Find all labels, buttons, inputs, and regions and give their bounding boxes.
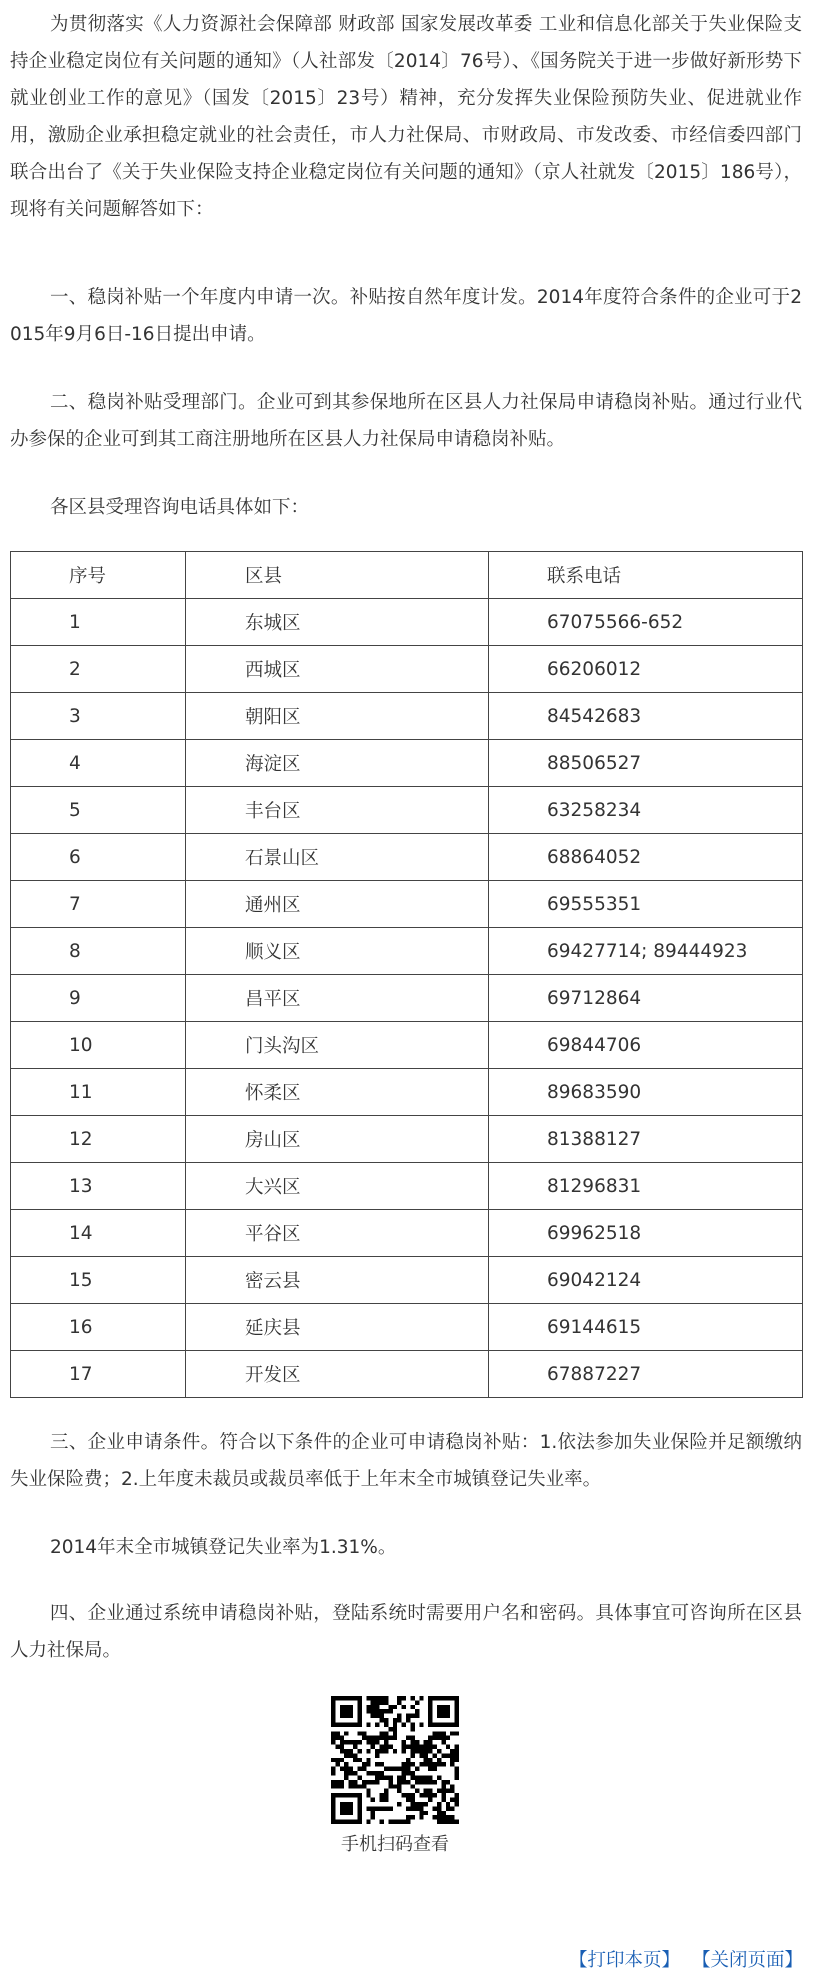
row-phone: 69712864: [489, 975, 803, 1022]
row-district: 东城区: [186, 599, 489, 646]
table-header-row: [11, 552, 803, 599]
table-row: [11, 1069, 803, 1116]
row-phone: 81296831: [489, 1163, 803, 1210]
row-phone: 69144615: [489, 1304, 803, 1351]
row-district: 开发区: [186, 1351, 489, 1398]
section-1-paragraph: 一、稳岗补贴一个年度内申请一次。补贴按自然年度计发。2014年度符合条件的企业可于2015年9月6日-16日提出申请。: [10, 287, 802, 345]
row-phone: 63258234: [489, 787, 803, 834]
row-district: 房山区: [186, 1116, 489, 1163]
row-index: 12: [11, 1116, 186, 1163]
row-district: 通州区: [186, 881, 489, 928]
close-page-link[interactable]: 【关闭页面】: [691, 1950, 803, 1971]
table-row: [11, 928, 803, 975]
row-district: 怀柔区: [186, 1069, 489, 1116]
row-district: 丰台区: [186, 787, 489, 834]
row-index: 8: [11, 928, 186, 975]
row-index: 4: [11, 740, 186, 787]
district-phone-table: [10, 551, 803, 1398]
row-district: 密云县: [186, 1257, 489, 1304]
table-row: [11, 1351, 803, 1398]
row-index: 9: [11, 975, 186, 1022]
qr-caption: 手机扫码查看: [341, 1834, 449, 1855]
row-phone: 69427714; 89444923: [489, 928, 803, 975]
qr-code-icon: [331, 1696, 459, 1824]
row-index: 15: [11, 1257, 186, 1304]
table-row: [11, 646, 803, 693]
row-index: 14: [11, 1210, 186, 1257]
intro-paragraph: 为贯彻落实《人力资源社会保障部 财政部 国家发展改革委 工业和信息化部关于失业保险支持企业稳定岗位有关问题的通知》（人社部发〔2014〕76号）、《国务院关于进一步做好新形势下就业创业工作的意见》（国发〔2015〕23号）精神，充分发挥失业保险预防失业、促进就业作用，激励企业承担稳定就业的社会责任，市人力社保局、市财政局、市发改委、市经信委四部门联合出台了《关于失业保险支持企业稳定岗位有关问题的通知》（京人社就发〔2015〕186号），现将有关问题解答如下：: [10, 14, 802, 220]
section-2-paragraph: 二、稳岗补贴受理部门。企业可到其参保地所在区县人力社保局申请稳岗补贴。通过行业代办参保的企业可到其工商注册地所在区县人力社保局申请稳岗补贴。: [10, 392, 802, 450]
row-index: 3: [11, 693, 186, 740]
row-phone: 69042124: [489, 1257, 803, 1304]
row-phone: 68864052: [489, 834, 803, 881]
row-phone: 88506527: [489, 740, 803, 787]
row-district: 西城区: [186, 646, 489, 693]
row-district: 平谷区: [186, 1210, 489, 1257]
row-phone: 69962518: [489, 1210, 803, 1257]
row-phone: 69555351: [489, 881, 803, 928]
row-phone: 81388127: [489, 1116, 803, 1163]
row-index: 13: [11, 1163, 186, 1210]
table-row: [11, 881, 803, 928]
footer-links: [569, 1946, 803, 1972]
table-row: [11, 599, 803, 646]
row-phone: 66206012: [489, 646, 803, 693]
header-index: 序号: [11, 552, 186, 599]
row-district: 门头沟区: [186, 1022, 489, 1069]
table-row: [11, 1257, 803, 1304]
section-4-paragraph: 四、企业通过系统申请稳岗补贴，登陆系统时需要用户名和密码。具体事宜可咨询所在区县人力社保局。: [10, 1603, 802, 1661]
row-district: 延庆县: [186, 1304, 489, 1351]
row-index: 10: [11, 1022, 186, 1069]
row-phone: 89683590: [489, 1069, 803, 1116]
table-row: [11, 834, 803, 881]
row-district: 石景山区: [186, 834, 489, 881]
table-row: [11, 740, 803, 787]
row-district: 朝阳区: [186, 693, 489, 740]
unemployment-rate-paragraph: 2014年末全市城镇登记失业率为1.31%。: [50, 1537, 397, 1558]
row-district: 海淀区: [186, 740, 489, 787]
row-index: 5: [11, 787, 186, 834]
row-index: 16: [11, 1304, 186, 1351]
row-index: 11: [11, 1069, 186, 1116]
row-index: 1: [11, 599, 186, 646]
table-row: [11, 1163, 803, 1210]
section-3-paragraph: 三、企业申请条件。符合以下条件的企业可申请稳岗补贴：1.依法参加失业保险并足额缴纳失业保险费；2.上年度未裁员或裁员率低于上年末全市城镇登记失业率。: [10, 1432, 802, 1490]
table-row: [11, 693, 803, 740]
row-phone: 67075566-652: [489, 599, 803, 646]
row-index: 17: [11, 1351, 186, 1398]
table-row: [11, 1210, 803, 1257]
row-phone: 67887227: [489, 1351, 803, 1398]
print-page-link[interactable]: 【打印本页】: [568, 1950, 680, 1971]
table-row: [11, 1304, 803, 1351]
table-row: [11, 787, 803, 834]
phone-list-intro: 各区县受理咨询电话具体如下：: [50, 497, 310, 518]
table-row: [11, 1116, 803, 1163]
row-district: 顺义区: [186, 928, 489, 975]
header-phone: 联系电话: [489, 552, 803, 599]
table-row: [11, 1022, 803, 1069]
row-index: 2: [11, 646, 186, 693]
table-row: [11, 975, 803, 1022]
row-phone: 84542683: [489, 693, 803, 740]
row-phone: 69844706: [489, 1022, 803, 1069]
row-index: 6: [11, 834, 186, 881]
row-index: 7: [11, 881, 186, 928]
row-district: 大兴区: [186, 1163, 489, 1210]
row-district: 昌平区: [186, 975, 489, 1022]
header-district: 区县: [186, 552, 489, 599]
